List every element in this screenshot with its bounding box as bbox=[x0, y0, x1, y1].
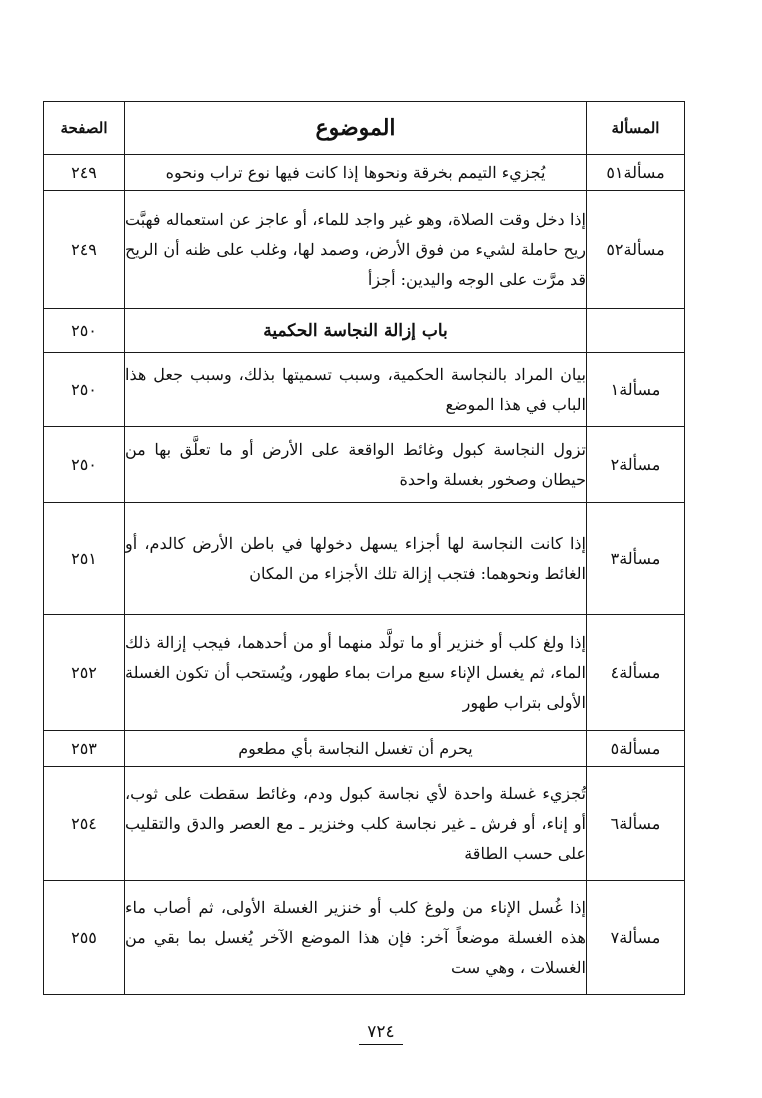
issue-cell: مسألة٢ bbox=[587, 427, 685, 503]
table-row bbox=[44, 881, 685, 995]
page-cell: ٢٥٣ bbox=[44, 731, 125, 767]
page-cell: ٢٥٥ bbox=[44, 881, 125, 995]
page-cell: ٢٥٤ bbox=[44, 767, 125, 881]
issue-cell: مسألة٦ bbox=[587, 767, 685, 881]
section-row bbox=[44, 309, 685, 353]
page-cell: ٢٥٠ bbox=[44, 309, 125, 353]
topic-cell: يُجزيء التيمم بخرقة ونحوها إذا كانت فيها نوع تراب ونحوه bbox=[125, 155, 587, 191]
issue-cell bbox=[587, 309, 685, 353]
topic-cell: إذا ولغ كلب أو خنزير أو ما تولَّد منهما أو من أحدهما، فيجب إزالة ذلك الماء، ثم يغسل الإناء سبع مرات بماء طهور، ويُستحب أن تكون الغسلة الأولى بتراب طهور bbox=[125, 615, 587, 731]
topic-cell: يحرم أن تغسل النجاسة بأي مطعوم bbox=[125, 731, 587, 767]
table-row bbox=[44, 731, 685, 767]
issue-cell: مسألة٥١ bbox=[587, 155, 685, 191]
header-page: الصفحة bbox=[44, 102, 125, 155]
page-cell: ٢٤٩ bbox=[44, 155, 125, 191]
page-cell: ٢٤٩ bbox=[44, 191, 125, 309]
table-row bbox=[44, 155, 685, 191]
index-table bbox=[43, 101, 685, 995]
topic-cell: بيان المراد بالنجاسة الحكمية، وسبب تسميتها بذلك، وسبب جعل هذا الباب في هذا الموضع bbox=[125, 353, 587, 427]
issue-cell: مسألة٣ bbox=[587, 503, 685, 615]
topic-cell: إذا دخل وقت الصلاة، وهو غير واجد للماء، أو عاجز عن استعماله فهبَّت ريح حاملة لشيء من فوق الأرض، وصمد لها، وغلب على ظنه أن الريح قد مرَّت على الوجه واليدين: أجزأ bbox=[125, 191, 587, 309]
topic-cell: إذا غُسل الإناء من ولوغ كلب أو خنزير الغسلة الأولى، ثم أصاب ماء هذه الغسلة موضعاً آخر: فإن هذا الموضع الآخر يُغسل بما بقي من الغسلات ، وهي ست bbox=[125, 881, 587, 995]
table-row bbox=[44, 615, 685, 731]
issue-cell: مسألة٤ bbox=[587, 615, 685, 731]
topic-cell: إذا كانت النجاسة لها أجزاء يسهل دخولها في باطن الأرض كالدم، أو الغائط ونحوهما: فتجب إزالة تلك الأجزاء من المكان bbox=[125, 503, 587, 615]
page-number bbox=[0, 1022, 762, 1042]
table-row bbox=[44, 503, 685, 615]
page-cell: ٢٥١ bbox=[44, 503, 125, 615]
section-title: باب إزالة النجاسة الحكمية bbox=[125, 309, 587, 353]
issue-cell: مسألة٥ bbox=[587, 731, 685, 767]
page-number-text: ٧٢٤ bbox=[359, 1022, 402, 1045]
issue-cell: مسألة٧ bbox=[587, 881, 685, 995]
issue-cell: مسألة١ bbox=[587, 353, 685, 427]
page-cell: ٢٥٢ bbox=[44, 615, 125, 731]
table-row bbox=[44, 353, 685, 427]
topic-cell: تُجزيء غسلة واحدة لأي نجاسة كبول ودم، وغائط سقطت على ثوب، أو إناء، أو فرش ـ غير نجاسة كلب وخنزير ـ مع العصر والدق والتقليب على حسب الطاقة bbox=[125, 767, 587, 881]
table-row bbox=[44, 191, 685, 309]
topic-cell: تزول النجاسة كبول وغائط الواقعة على الأرض أو ما تعلَّق بها من حيطان وصخور بغسلة واحدة bbox=[125, 427, 587, 503]
header-topic: الموضوع bbox=[125, 102, 587, 155]
table-header-row bbox=[44, 102, 685, 155]
page-cell: ٢٥٠ bbox=[44, 427, 125, 503]
table-row bbox=[44, 767, 685, 881]
page-cell: ٢٥٠ bbox=[44, 353, 125, 427]
issue-cell: مسألة٥٢ bbox=[587, 191, 685, 309]
table-row bbox=[44, 427, 685, 503]
header-issue: المسألة bbox=[587, 102, 685, 155]
